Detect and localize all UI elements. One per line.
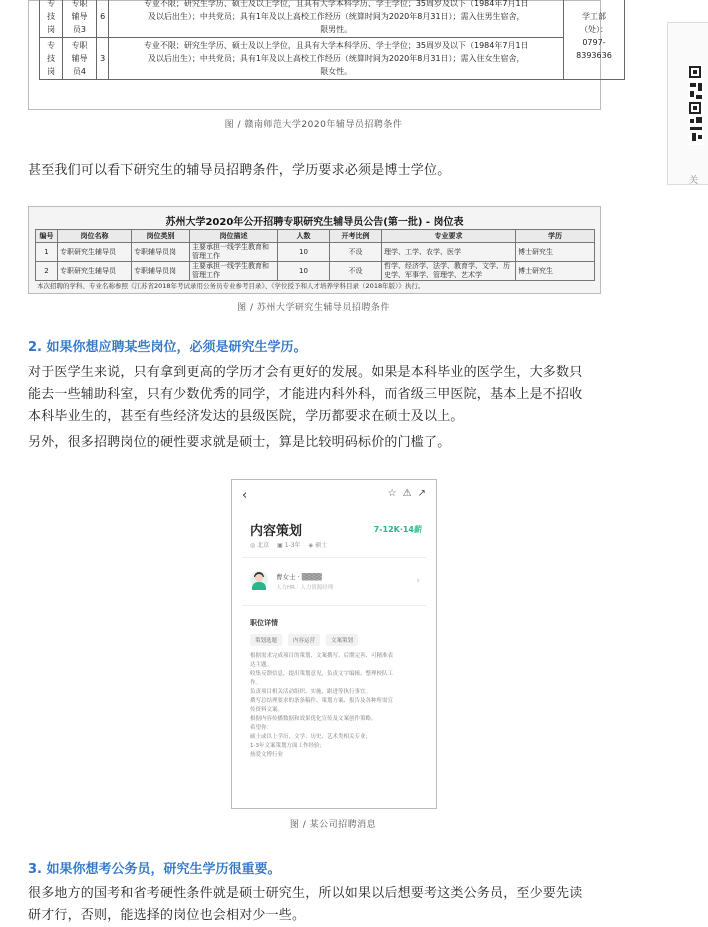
paragraph-civil-service: 很多地方的国考和省考硬性条件就是硕士研究生，所以如果以后想要考这类公务员，至少要先读 研才行，否则，能选择的岗位也会相对少一些。 — [28, 886, 583, 923]
job-salary: 7-12K·14薪 — [373, 525, 422, 534]
table-cell-requirements: 专业不限；研究生学历、硕士及以上学位，且具有大学本科学历、学士学位；35周岁及以下（1984年7月1日 及以后出生）；中共党员；具有1年及以上高校工作经历（统算时间为2020年8月31日）；需入住女生宿舍， 限女性。 — [109, 38, 564, 80]
divider — [242, 557, 426, 558]
floating-qr-widget[interactable] — [667, 22, 708, 185]
job-tag: 策划选题 — [250, 634, 282, 646]
section-heading-3: 3. 如果你想考公务员，研究生学历很重要。 — [28, 862, 281, 877]
paragraph-phd-requirement: 甚至我们可以看下研究生的辅导员招聘条件，学历要求必须是博士学位。 — [28, 163, 451, 178]
table-cell: 专职辅导员岗 — [132, 243, 190, 262]
chevron-right-icon: › — [416, 576, 420, 586]
suzhou-table-title: 苏州大学2020年公开招聘专职研究生辅导员公告(第一批) - 岗位表 — [165, 217, 464, 228]
table-row — [40, 38, 625, 80]
table-cell-category: 专 技 岗 — [40, 38, 63, 80]
job-tag: 文案策划 — [326, 634, 358, 646]
table-header-row — [36, 230, 595, 243]
table-cell: 10 — [278, 243, 330, 262]
avatar — [250, 571, 268, 589]
table-cell-contact: 学工部 （处）： 0797- 8393636 — [563, 0, 624, 80]
job-description: 根据需求完成项目的策划、文案撰写、后期完善、可精准表 达主题。 收集反馈信息，提出策划意见，负责文字编辑、整理校队工 作。 负责项目相关活动组织、实施、跟进等执行事宜。 撰写总结理要求的条条稿件、策划方案、报告及各种所需宣 传资料文案。 根据内容传播数据和效果优化宣传及文案创作策略。 希望你： 硕士或以上学历，文学、历史、艺术类相关专业； 1-3年文案策划方面工作经验； 热爱文博行业 — [250, 653, 394, 758]
table-cell: 2 — [36, 262, 58, 281]
table-cell: 理学、工学、农学、医学 — [382, 243, 516, 262]
column-header: 编号 — [36, 230, 58, 243]
table-row — [36, 243, 595, 262]
figure-caption-company: 图 / 某公司招聘消息 — [289, 820, 377, 830]
job-details-heading: 职位详情 — [250, 619, 278, 627]
table-cell: 专职研究生辅导员 — [58, 262, 132, 281]
table-cell-position: 专职 辅导 员4 — [63, 38, 97, 80]
table-cell: 专职研究生辅导员 — [58, 243, 132, 262]
job-title: 内容策划 — [250, 524, 303, 539]
table-row — [40, 0, 625, 38]
gannan-recruitment-table — [39, 0, 625, 80]
table-cell-count: 6 — [96, 0, 109, 38]
table-cell: 博士研究生 — [516, 243, 595, 262]
figure-caption-gannan: 图 / 赣南师范大学2020年辅导员招聘条件 — [224, 120, 403, 130]
table-cell-count: 3 — [96, 38, 109, 80]
job-posting-screenshot — [231, 479, 437, 809]
table-row — [36, 262, 595, 281]
qr-code-icon — [688, 65, 704, 145]
job-tags — [250, 634, 358, 646]
degree-tag: ◈ 硕士 — [308, 542, 328, 549]
table-cell-category: 专 技 岗 — [40, 0, 63, 38]
location-tag: ◎ 北京 — [250, 542, 270, 549]
table-cell: 不设 — [330, 243, 382, 262]
suzhou-recruitment-table — [35, 229, 595, 281]
recruiter-title: 人力HR · 人力资源经理 — [276, 585, 334, 591]
column-header: 岗位类别 — [132, 230, 190, 243]
table-cell: 专职辅导员岗 — [132, 262, 190, 281]
suzhou-table-note: 本次招聘的学科、专业名称参照《江苏省2018年考试录用公务员专业参考目录》、《学位授予和人才培养学科目录（2018年版）》执行。 — [37, 282, 425, 290]
table-cell: 不设 — [330, 262, 382, 281]
section-heading-2: 2. 如果你想应聘某些岗位，必须是研究生学历。 — [28, 340, 307, 355]
paragraph-medical-students: 对于医学生来说，只有拿到更高的学历才会有更好的发展。如果是本科毕业的医学生，大多数只 能去一些辅助科室，只有少数优秀的同学，才能进内科外科，而省级三甲医院，基本上是不招收 本科毕业生的，甚至有些经济发达的县级医院，学历都要求在硕士及以上。 — [28, 365, 583, 424]
job-meta — [250, 540, 327, 549]
experience-tag: ▣ 1-3年 — [277, 542, 301, 549]
back-arrow-icon: ‹ — [242, 488, 248, 503]
side-widget-label: 关 — [689, 176, 699, 186]
table-cell: 主要承担一线学生教育和管理工作 — [190, 243, 278, 262]
recruiter-name: 曹女士 · ▒▒▒▒ — [276, 573, 322, 581]
table-cell: 博士研究生 — [516, 262, 595, 281]
divider — [242, 605, 426, 606]
header-icons — [388, 488, 426, 499]
star-icon: ☆ — [387, 488, 397, 499]
column-header: 专业要求 — [382, 230, 516, 243]
warning-icon: ⚠ — [402, 488, 412, 499]
share-icon: ↗ — [417, 488, 426, 499]
table-cell: 哲学、经济学、法学、教育学、文学、历史学、军事学、管理学、艺术学 — [382, 262, 516, 281]
figure-caption-suzhou: 图 / 苏州大学研究生辅导员招聘条件 — [237, 303, 390, 313]
recruitment-table-image — [28, 0, 612, 110]
table-cell: 1 — [36, 243, 58, 262]
column-header: 开考比例 — [330, 230, 382, 243]
table-cell: 10 — [278, 262, 330, 281]
table-cell-position: 专职 辅导 员3 — [63, 0, 97, 38]
suzhou-table-image — [28, 206, 601, 294]
column-header: 岗位描述 — [190, 230, 278, 243]
paragraph-masters-threshold: 另外，很多招聘岗位的硬性要求就是硕士，算是比较明码标价的门槛了。 — [28, 435, 451, 450]
job-tag: 内容运营 — [288, 634, 320, 646]
table-cell: 主要承担一线学生教育和管理工作 — [190, 262, 278, 281]
column-header: 人数 — [278, 230, 330, 243]
table-cell-requirements: 专业不限；研究生学历、硕士及以上学位，且具有大学本科学历、学士学位；35周岁及以下（1984年7月1日 及以后出生）；中共党员；具有1年及以上高校工作经历（统算时间为2020年8月31日）；需入住男生宿舍， 限男性。 — [109, 0, 564, 38]
column-header: 岗位名称 — [58, 230, 132, 243]
column-header: 学历 — [516, 230, 595, 243]
